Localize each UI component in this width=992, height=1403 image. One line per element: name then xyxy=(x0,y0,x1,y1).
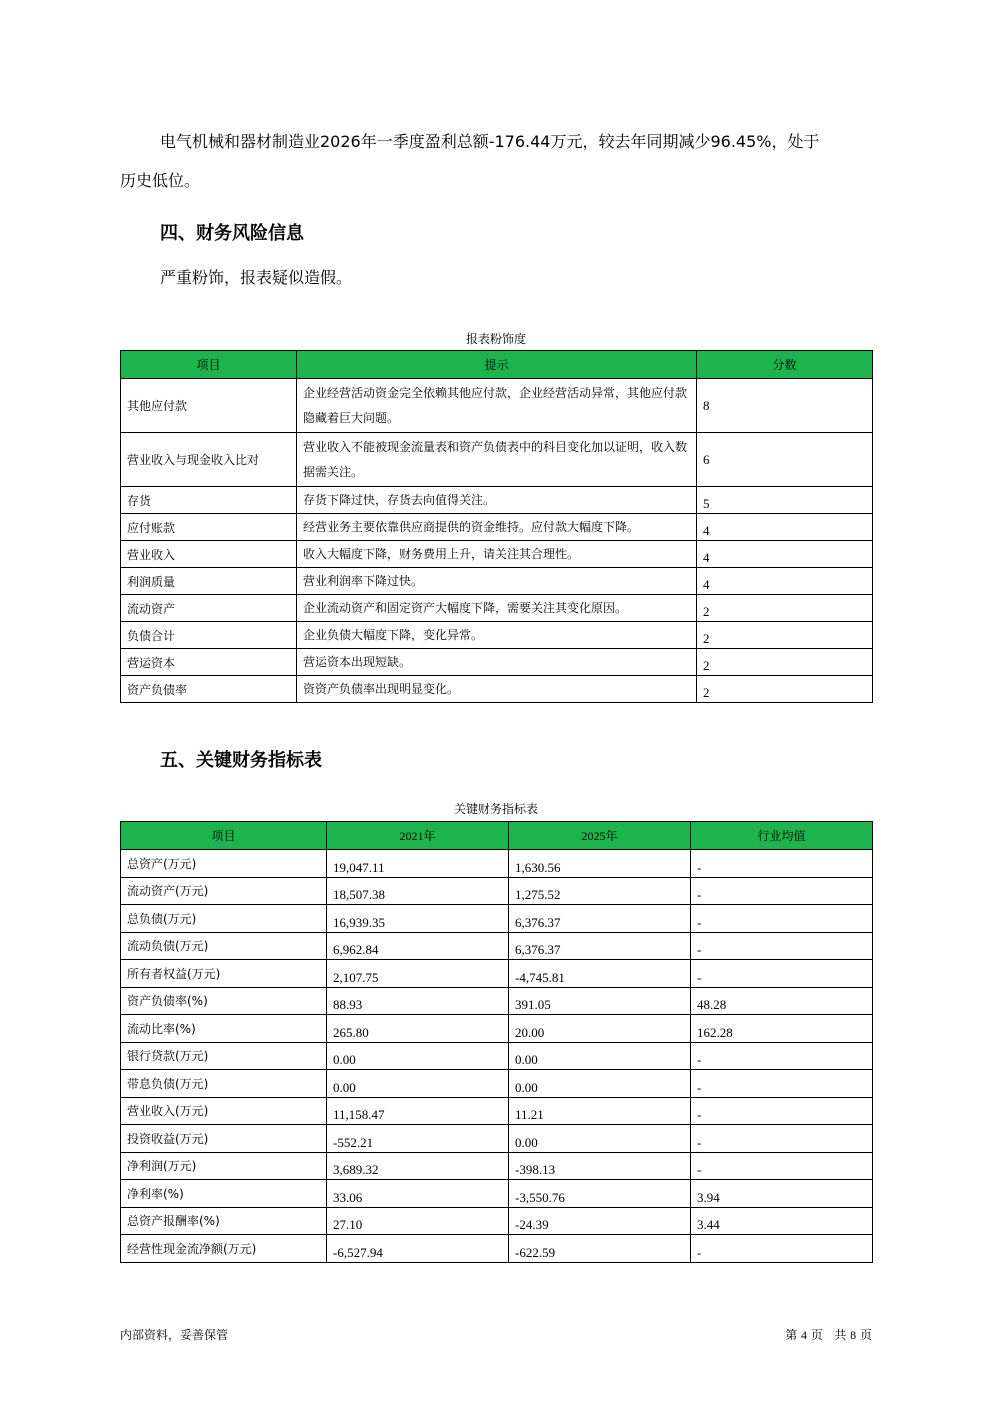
kpi-table-row xyxy=(121,987,873,1015)
intro-line-2: 历史低位。 xyxy=(120,171,201,190)
kpi-2025-cell: -622.59 xyxy=(509,1235,691,1263)
kpi-item-cell: 净利率(%) xyxy=(121,1180,327,1208)
kpi-2025-cell: 0.00 xyxy=(509,1125,691,1153)
kpi-2025-cell: -4,745.81 xyxy=(509,960,691,988)
kpi-industry-avg-cell: 48.28 xyxy=(691,987,873,1015)
kpi-2025-cell: -24.39 xyxy=(509,1207,691,1235)
risk-score-cell: 2 xyxy=(697,622,873,649)
kpi-2021-cell: 88.93 xyxy=(327,987,509,1015)
kpi-2025-cell: 6,376.37 xyxy=(509,932,691,960)
risk-item-cell: 利润质量 xyxy=(121,568,297,595)
risk-hint-cell: 企业负债大幅度下降，变化异常。 xyxy=(297,622,697,649)
risk-hint-cell: 营业利润率下降过快。 xyxy=(297,568,697,595)
risk-table-row xyxy=(121,379,873,433)
kpi-industry-avg-cell: - xyxy=(691,877,873,905)
risk-score-cell: 2 xyxy=(697,595,873,622)
risk-score-cell: 6 xyxy=(697,433,873,487)
kpi-table-caption: 关键财务指标表 xyxy=(453,802,538,816)
risk-item-cell: 应付账款 xyxy=(121,514,297,541)
footer-page-number: 4 xyxy=(801,1328,808,1342)
risk-item-cell: 营业收入 xyxy=(121,541,297,568)
kpi-table-row xyxy=(121,1152,873,1180)
risk-table-row xyxy=(121,541,873,568)
kpi-table-row xyxy=(121,1070,873,1098)
risk-header-item: 项目 xyxy=(121,351,297,379)
risk-hint-cell: 存货下降过快，存货去向值得关注。 xyxy=(297,487,697,514)
risk-table-row xyxy=(121,622,873,649)
kpi-table-row xyxy=(121,877,873,905)
kpi-header-item: 项目 xyxy=(121,822,327,850)
kpi-item-cell: 总资产报酬率(%) xyxy=(121,1207,327,1235)
kpi-2021-cell: 0.00 xyxy=(327,1042,509,1070)
kpi-industry-avg-cell: - xyxy=(691,1235,873,1263)
kpi-industry-avg-cell: - xyxy=(691,1152,873,1180)
footer-page-mid: 页 共 xyxy=(810,1328,847,1342)
risk-score-cell: 2 xyxy=(697,676,873,703)
kpi-item-cell: 总负债(万元) xyxy=(121,905,327,933)
kpi-2025-cell: -3,550.76 xyxy=(509,1180,691,1208)
kpi-item-cell: 带息负债(万元) xyxy=(121,1070,327,1098)
kpi-2025-cell: 391.05 xyxy=(509,987,691,1015)
kpi-2021-cell: 2,107.75 xyxy=(327,960,509,988)
section-4-heading: 四、财务风险信息 xyxy=(160,223,304,244)
risk-item-cell: 存货 xyxy=(121,487,297,514)
risk-table xyxy=(120,350,873,703)
kpi-2025-cell: 0.00 xyxy=(509,1070,691,1098)
risk-header-hint: 提示 xyxy=(297,351,697,379)
risk-summary: 严重粉饰，报表疑似造假。 xyxy=(160,268,353,287)
risk-item-cell: 营运资本 xyxy=(121,649,297,676)
risk-table-row xyxy=(121,514,873,541)
kpi-table-row xyxy=(121,850,873,878)
footer-page-prefix: 第 xyxy=(785,1328,798,1342)
kpi-item-cell: 银行贷款(万元) xyxy=(121,1042,327,1070)
risk-item-cell: 资产负债率 xyxy=(121,676,297,703)
kpi-table-row xyxy=(121,905,873,933)
risk-table-row xyxy=(121,568,873,595)
kpi-2025-cell: 1,630.56 xyxy=(509,850,691,878)
kpi-item-cell: 流动比率(%) xyxy=(121,1015,327,1043)
kpi-table-row xyxy=(121,1207,873,1235)
risk-hint-cell: 经营业务主要依靠供应商提供的资金维持。应付款大幅度下降。 xyxy=(297,514,697,541)
risk-score-cell: 4 xyxy=(697,541,873,568)
footer-confidential: 内部资料，妥善保管 xyxy=(120,1328,229,1342)
kpi-industry-avg-cell: 3.44 xyxy=(691,1207,873,1235)
kpi-2025-cell: 6,376.37 xyxy=(509,905,691,933)
kpi-2021-cell: 18,507.38 xyxy=(327,877,509,905)
kpi-table-row xyxy=(121,1097,873,1125)
risk-table-row xyxy=(121,595,873,622)
kpi-2021-cell: -552.21 xyxy=(327,1125,509,1153)
risk-item-cell: 营业收入与现金收入比对 xyxy=(121,433,297,487)
kpi-2021-cell: 0.00 xyxy=(327,1070,509,1098)
kpi-item-cell: 流动资产(万元) xyxy=(121,877,327,905)
kpi-industry-avg-cell: - xyxy=(691,1125,873,1153)
kpi-2025-cell: 20.00 xyxy=(509,1015,691,1043)
kpi-2021-cell: -6,527.94 xyxy=(327,1235,509,1263)
kpi-industry-avg-cell: 3.94 xyxy=(691,1180,873,1208)
kpi-item-cell: 净利润(万元) xyxy=(121,1152,327,1180)
kpi-table-row xyxy=(121,1235,873,1263)
kpi-2025-cell: 1,275.52 xyxy=(509,877,691,905)
kpi-table-row xyxy=(121,1180,873,1208)
kpi-table-header-row xyxy=(121,822,873,850)
risk-item-cell: 其他应付款 xyxy=(121,379,297,433)
intro-line-1: 电气机械和器材制造业2026年一季度盈利总额-176.44万元，较去年同期减少96.45%，处于 xyxy=(160,132,820,151)
kpi-item-cell: 流动负债(万元) xyxy=(121,932,327,960)
kpi-table-row xyxy=(121,1125,873,1153)
risk-table-row xyxy=(121,487,873,514)
kpi-2021-cell: 19,047.11 xyxy=(327,850,509,878)
footer-page-suffix: 页 xyxy=(859,1328,872,1342)
kpi-item-cell: 经营性现金流净额(万元) xyxy=(121,1235,327,1263)
kpi-industry-avg-cell: - xyxy=(691,905,873,933)
kpi-table xyxy=(120,821,873,1263)
risk-table-row xyxy=(121,649,873,676)
kpi-2021-cell: 11,158.47 xyxy=(327,1097,509,1125)
kpi-2021-cell: 16,939.35 xyxy=(327,905,509,933)
kpi-header-industry-avg: 行业均值 xyxy=(691,822,873,850)
risk-table-header-row xyxy=(121,351,873,379)
risk-item-cell: 负债合计 xyxy=(121,622,297,649)
kpi-industry-avg-cell: - xyxy=(691,1042,873,1070)
footer-page-info xyxy=(785,1326,872,1343)
kpi-table-row xyxy=(121,1042,873,1070)
kpi-header-2025: 2025年 xyxy=(509,822,691,850)
footer-page-total: 8 xyxy=(850,1328,857,1342)
kpi-industry-avg-cell: - xyxy=(691,850,873,878)
risk-hint-cell: 收入大幅度下降，财务费用上升，请关注其合理性。 xyxy=(297,541,697,568)
kpi-header-2021: 2021年 xyxy=(327,822,509,850)
kpi-industry-avg-cell: - xyxy=(691,960,873,988)
risk-score-cell: 2 xyxy=(697,649,873,676)
kpi-item-cell: 总资产(万元) xyxy=(121,850,327,878)
kpi-item-cell: 所有者权益(万元) xyxy=(121,960,327,988)
kpi-2025-cell: -398.13 xyxy=(509,1152,691,1180)
risk-hint-cell: 营运资本出现短缺。 xyxy=(297,649,697,676)
risk-hint-cell: 营业收入不能被现金流量表和资产负债表中的科目变化加以证明，收入数据需关注。 xyxy=(297,433,697,487)
risk-hint-cell: 资资产负债率出现明显变化。 xyxy=(297,676,697,703)
kpi-industry-avg-cell: - xyxy=(691,1097,873,1125)
kpi-item-cell: 资产负债率(%) xyxy=(121,987,327,1015)
kpi-industry-avg-cell: - xyxy=(691,932,873,960)
risk-score-cell: 4 xyxy=(697,568,873,595)
risk-item-cell: 流动资产 xyxy=(121,595,297,622)
risk-table-row xyxy=(121,433,873,487)
risk-score-cell: 8 xyxy=(697,379,873,433)
kpi-2021-cell: 3,689.32 xyxy=(327,1152,509,1180)
kpi-item-cell: 营业收入(万元) xyxy=(121,1097,327,1125)
kpi-2021-cell: 27.10 xyxy=(327,1207,509,1235)
kpi-table-row xyxy=(121,1015,873,1043)
kpi-table-row xyxy=(121,960,873,988)
risk-hint-cell: 企业流动资产和固定资产大幅度下降，需要关注其变化原因。 xyxy=(297,595,697,622)
kpi-table-row xyxy=(121,932,873,960)
kpi-2021-cell: 6,962.84 xyxy=(327,932,509,960)
risk-score-cell: 4 xyxy=(697,514,873,541)
risk-table-row xyxy=(121,676,873,703)
risk-score-cell: 5 xyxy=(697,487,873,514)
risk-hint-cell: 企业经营活动资金完全依赖其他应付款，企业经营活动异常，其他应付款隐藏着巨大问题。 xyxy=(297,379,697,433)
kpi-industry-avg-cell: - xyxy=(691,1070,873,1098)
risk-header-score: 分数 xyxy=(697,351,873,379)
kpi-item-cell: 投资收益(万元) xyxy=(121,1125,327,1153)
kpi-2021-cell: 265.80 xyxy=(327,1015,509,1043)
kpi-2025-cell: 11.21 xyxy=(509,1097,691,1125)
kpi-industry-avg-cell: 162.28 xyxy=(691,1015,873,1043)
kpi-2021-cell: 33.06 xyxy=(327,1180,509,1208)
risk-table-caption: 报表粉饰度 xyxy=(465,332,526,346)
kpi-2025-cell: 0.00 xyxy=(509,1042,691,1070)
section-5-heading: 五、关键财务指标表 xyxy=(160,750,322,771)
